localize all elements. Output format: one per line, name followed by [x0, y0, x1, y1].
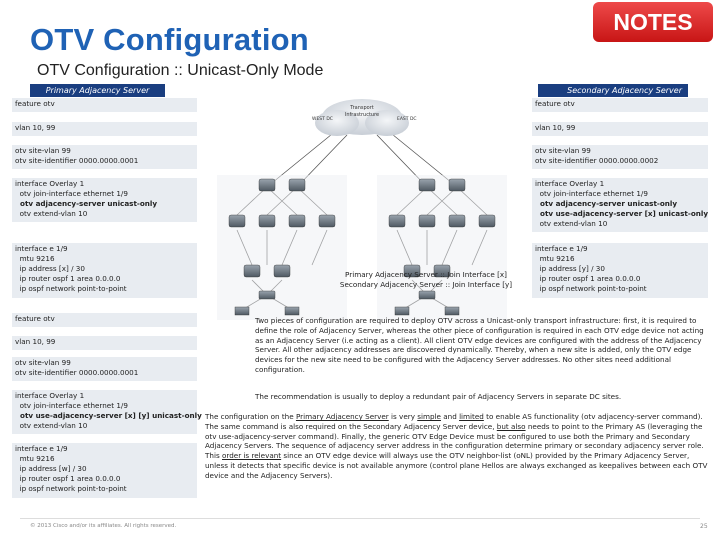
config-block	[12, 145, 197, 169]
text-run-underlined: simple	[417, 412, 441, 421]
network-diagram	[197, 95, 527, 325]
config-line: otv use-adjacency-server [x] unicast-only	[535, 209, 709, 218]
text-run: since an OTV edge device will always use the OTV neighbor-list (oNL) provided by the Primary Adjacency Server, unless it detects that specific device is not available anymore (control plane Hellos are always exchanged as keepalives between each OTV device and the Adjacency Servers).	[205, 451, 708, 480]
text-run-underlined: Primary Adjacency Server	[295, 412, 389, 421]
paragraph-deployment: Two pieces of configuration are required to deploy OTV across a Unicast-only transport infrastructure: first, it is required to define the role of Adjacency Server, whereas the other piece of configuration is required in each OTV edge device not acting as an Adjacency Server (i.e acting as a client). All client OTV edge devices are configured with the address of the Adjacency Server. All other adjacency addresses are discovered dynamically. Thereby, when a new site is added, only the OTV edge devices for the new site need to be configured with the Adjacency Server addresses. No other sites need additional configuration.	[255, 316, 704, 374]
config-block	[532, 178, 708, 232]
config-line: interface Overlay 1	[535, 179, 605, 188]
config-block	[12, 122, 197, 136]
config-block	[532, 145, 708, 169]
config-line: interface e 1/9	[15, 244, 68, 253]
text-run: needs to point to the Primary AS (leveraging the otv use-adjacency-server command). Finally, the generic OTV Edge Device must be configured to use both the Primary and Secondary Adjacency Servers. The sequence of adjacency server address in the configuration determine primary or secondary adjacency server role. This	[205, 421, 704, 461]
config-block	[532, 98, 708, 112]
config-line: vlan 10, 99	[15, 337, 56, 346]
adjacency-secondary-line: Secondary Adjacency Server :: Join Interface [y]	[339, 280, 513, 289]
text-run: to enable AS functionality (otv adjacency-server command). The same command is also required on the Secondary Adjacency Server device,	[205, 412, 703, 431]
west-dc-area	[217, 175, 347, 320]
config-line: interface e 1/9	[535, 244, 588, 253]
config-line: interface e 1/9	[15, 444, 68, 453]
config-block	[12, 443, 197, 498]
config-line: vlan 10, 99	[535, 123, 576, 132]
text-run: and	[440, 412, 460, 421]
paragraph-recommendation: The recommendation is usually to deploy a redundant pair of Adjacency Servers in separate DC sites.	[255, 392, 622, 401]
config-line: otv join-interface ethernet 1/9	[15, 189, 128, 198]
config-line: otv join-interface ethernet 1/9	[15, 401, 128, 410]
cloud-label: Transport	[350, 105, 374, 111]
adjacency-join-note	[328, 270, 524, 290]
config-line: otv site-vlan 99	[535, 146, 591, 155]
primary-adjacency-tag: Primary Adjacency Server	[30, 84, 165, 97]
config-line: ip ospf network point-to-point	[535, 284, 647, 293]
config-line: otv extend-vlan 10	[15, 421, 88, 430]
adjacency-primary-line: Primary Adjacency Server :: Join Interface [x]	[345, 270, 507, 279]
config-line: otv extend-vlan 10	[15, 209, 88, 218]
config-block	[12, 390, 202, 434]
config-line: mtu 9216	[535, 254, 575, 263]
config-line: ip router ospf 1 area 0.0.0.0	[15, 474, 121, 483]
text-run: The configuration on the	[205, 412, 296, 421]
paragraph-configuration	[205, 412, 710, 481]
config-block	[12, 336, 197, 350]
config-line: mtu 9216	[15, 254, 55, 263]
copyright: © 2013 Cisco and/or its affiliates. All rights reserved.	[30, 523, 177, 529]
config-line: vlan 10, 99	[15, 123, 56, 132]
east-dc-area	[377, 175, 507, 320]
slide-subtitle: OTV Configuration :: Unicast-Only Mode	[37, 62, 324, 79]
config-line: otv adjacency-server unicast-only	[15, 199, 158, 208]
slide-title: OTV Configuration	[30, 22, 309, 57]
config-line: mtu 9216	[15, 454, 55, 463]
config-line: ip router ospf 1 area 0.0.0.0	[15, 274, 121, 283]
text-run-underlined: but also	[496, 421, 526, 431]
config-line: otv site-identifier 0000.0000.0001	[15, 368, 139, 377]
config-block	[532, 122, 708, 136]
config-block	[12, 313, 197, 327]
config-line: feature otv	[535, 99, 575, 108]
config-line: otv site-identifier 0000.0000.0001	[15, 156, 139, 165]
config-line: otv join-interface ethernet 1/9	[535, 189, 648, 198]
notes-button[interactable]: NOTES	[593, 2, 713, 42]
config-line: interface Overlay 1	[15, 179, 85, 188]
config-block	[532, 243, 708, 298]
config-line: otv site-vlan 99	[15, 358, 71, 367]
config-line: interface Overlay 1	[15, 391, 85, 400]
config-line: feature otv	[15, 314, 55, 323]
east-dc-label: EAST DC	[397, 117, 417, 122]
config-line: feature otv	[15, 99, 55, 108]
cloud-label: Infrastructure	[344, 112, 380, 118]
config-block	[12, 98, 197, 112]
config-line: ip address [w] / 30	[15, 464, 87, 473]
footer-divider	[20, 518, 700, 519]
config-block	[12, 178, 197, 222]
config-block	[12, 357, 197, 381]
config-block	[12, 243, 197, 298]
west-dc-label: WEST DC	[312, 117, 333, 122]
config-line: otv extend-vlan 10	[535, 219, 608, 228]
config-line: ip ospf network point-to-point	[15, 484, 127, 493]
config-line: ip router ospf 1 area 0.0.0.0	[535, 274, 641, 283]
config-line: otv adjacency-server unicast-only	[535, 199, 678, 208]
text-run-underlined: order is relevant	[221, 451, 282, 461]
config-line: otv use-adjacency-server [x] [y] unicast-only	[15, 411, 202, 420]
config-line: ip ospf network point-to-point	[15, 284, 127, 293]
secondary-adjacency-tag: Secondary Adjacency Server	[538, 84, 688, 97]
config-line: ip address [x] / 30	[15, 264, 85, 273]
text-run-underlined: limited	[459, 412, 484, 421]
config-line: ip address [y] / 30	[535, 264, 605, 273]
page-number: 25	[700, 523, 708, 530]
config-line: otv site-identifier 0000.0000.0002	[535, 156, 659, 165]
config-line: otv site-vlan 99	[15, 146, 71, 155]
text-run: is very	[388, 412, 418, 421]
